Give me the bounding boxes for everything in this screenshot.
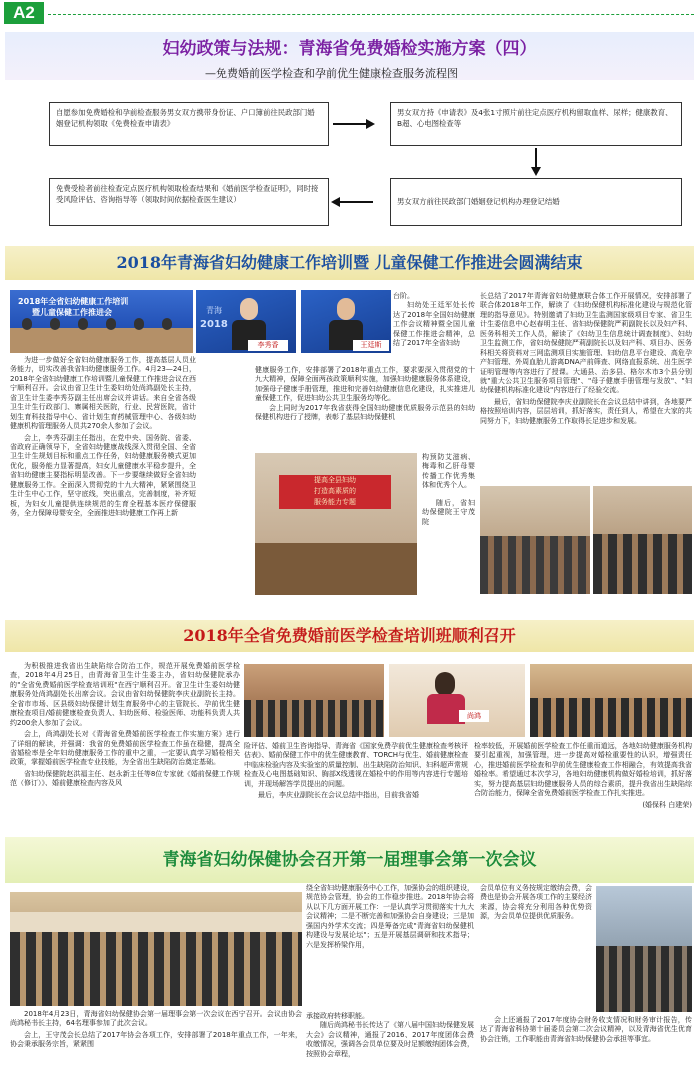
nameplate: 王廷斯	[353, 340, 389, 351]
article1-text: 随后，省妇幼保健院王守茂院	[422, 498, 475, 526]
article2-header	[5, 620, 694, 652]
article1-photo-audience-1	[480, 486, 590, 594]
article3-photo-2	[596, 886, 692, 1012]
photo1-person	[50, 318, 60, 330]
article1-photo-audience-2	[593, 486, 692, 594]
article1-paragraph: 最后，省妇幼保健院李庆业副院长在会议总结中讲到，各地要严格按照培训内容，层层培训，抓好落实，责任到人，希望在大家的共同努力下，妇幼健康服务工作取得长足进步和发展。	[480, 397, 692, 425]
article1-column-1	[10, 356, 196, 520]
article2-column-1	[10, 662, 240, 791]
speaker-head	[435, 672, 455, 696]
flow-arrow-down	[535, 148, 537, 174]
section1-title: 妇幼政策与法规：青海省免费婚检实施方案（四）	[162, 39, 537, 59]
article1-text: 构预防艾滋病、梅毒和乙肝母婴传播工作优秀集体和优秀个人。	[422, 453, 475, 490]
article2-column-2	[244, 742, 468, 803]
article1-column-2-side	[422, 453, 475, 527]
article2-text: 险评估、婚前卫生咨询指导、青海省《国家免费孕前优生健康检查考核评估表》、婚前保健工作中的优生健康教育、TORCH与优生、婚前健康检查中临床检验内容及实验室的质量控制、出生缺陷防治知识、妇科超声常规检查及心电图基础知识、胸部X线透视在婚检中的作用等内容进行专题培训，并现场解答学员提出的问题。	[244, 742, 468, 788]
article3-photo	[10, 892, 302, 1006]
article2-byline: (婚保科 白建荣)	[642, 800, 692, 809]
flow-box-4	[390, 178, 682, 226]
photo1-person	[134, 318, 144, 330]
speaker-head	[337, 298, 355, 320]
article3-photo-caption	[10, 1010, 302, 1050]
speaker-head	[240, 298, 258, 320]
audience	[530, 698, 692, 737]
photo1-person	[22, 318, 32, 330]
photo2-year: 2018	[200, 319, 228, 330]
article3-column-2-tail	[306, 1012, 474, 1059]
photo1-banner-line2: 暨儿童保健工作推进会	[32, 308, 112, 318]
flow-box-1: 自愿参加免费婚检和孕前检查服务男女双方携带身份证、户口簿前往民政部门婚姻登记机构领取《免费检查申请表》	[49, 102, 329, 146]
audience	[593, 534, 692, 594]
back-wall	[10, 912, 302, 932]
article1-column-3	[480, 292, 692, 428]
article3-header	[5, 837, 694, 883]
page-number: A2	[4, 2, 44, 24]
article2-text: 检率较低，开展婚前医学检查工作任重而道远，各地妇幼健康服务机构要引起重视，加强管理，进一步提高对婚检重要性的认识，增强责任心，推进婚前医学检查和孕前优生健康检查工作相融合，有效提高我省婚检率。希望通过本次学习，各地妇幼健康机构做好婚检培训，抓好落实，努力提高基层妇幼健康服务人员的综合素质，提升我省出生缺陷综合防治能力，保障全省免费婚前医学检查工作扎实推进。	[474, 742, 692, 798]
nameplate: 尚鸿	[459, 710, 489, 722]
award-stage	[255, 543, 417, 595]
audience	[10, 932, 302, 1006]
article1-photo-3	[301, 290, 391, 353]
article1-text: 妇幼处王廷军处长传达了2018年全国妇幼健康工作会议精神暨全国儿童保健工作推进会精神，总结了2017年全省妇幼	[393, 301, 475, 348]
article2-paragraph: 会上，尚鸿副处长对《青海省免费婚前医学检查工作实施方案》进行了详细的解读，并强调：我省的免费婚前医学检查工作虽在稳健，提高全省婚检率是全年妇幼健康服务工作的重中之重，一定要认真学习婚检相关政策，掌握婚前医学检查专业技能，为全省出生缺陷防治奠定基础。	[10, 730, 240, 767]
award-banner-line: 打造高素质的	[314, 487, 356, 495]
article1-column-2-top	[393, 292, 475, 349]
article2-photo-2	[389, 664, 525, 737]
article2-title: 2018年全省免费婚前医学检查培训班顺利召开	[183, 626, 516, 646]
photo1-banner-line1: 2018年全省妇幼健康工作培训	[18, 297, 129, 306]
audience	[480, 536, 590, 594]
audience	[596, 946, 692, 1012]
photo-caption: 2018年4月23日，青海省妇幼保健协会第一届理事会第一次会议在西宁召开。会议由协会尚鸿秘书长主持，64名理事参加了此次会议。	[10, 1010, 302, 1028]
article2-paragraph: 为积极推进我省出生缺陷综合防治工作，规范开展免费婚前医学检查，2018年4月25日，由青海省卫生计生委主办，省妇幼保健院承办的"全省免费婚前医学检查培训班"在西宁顺利召开。省卫生计生委妇幼健康服务处尚鸿副处长出席会议。会议由省妇幼保健院李庆业副院长主持。全省市市场、区县级妇幼保健计划生育服务中心的主管院长、孕前优生健康检查项目/婚前健康检查负责人、妇幼医师、检验医师、功能科负责人共约200余人参加了会议。	[10, 662, 240, 727]
article3-column-3	[480, 884, 592, 922]
article1-text: 会上同时为2017年我省获得全国妇幼健康优质服务示范县的妇幼保健机构进行了授牌，表彰了基层妇幼保健机	[255, 403, 475, 422]
audience	[244, 700, 384, 737]
flow-arrow-left	[333, 201, 373, 203]
article1-photo-award	[255, 453, 417, 595]
top-divider	[48, 14, 694, 15]
article2-paragraph: 最后，李庆业副院长在会议总结中指出，目前我省婚	[258, 791, 419, 800]
article3-text: 随后尚鸿秘书长传达了《第八届中国妇幼保健发展大会》会议精神，通报了2016、2017年度团体会费收缴情况，强调各会员单位要及时足额缴纳团体会费，按照协会章程，	[306, 1021, 474, 1058]
article1-text: 台阶。	[393, 292, 414, 300]
article3-text: 承接政府转移职能。	[306, 1012, 369, 1020]
photo1-person	[162, 318, 172, 330]
article1-photo-2	[196, 290, 296, 353]
flow-box-3: 免费受检者前往检查定点医疗机构领取检查结果和《婚前医学检查证明》，同时接受风险评估、咨询指导等（领取时间依据检查医生建议）	[49, 178, 329, 226]
article2-column-3	[474, 742, 692, 810]
nameplate: 李秀香	[248, 340, 288, 351]
article1-paragraph: 会上，李秀芬副主任指出，在党中央、国务院、省委、省政府正确领导下，全省妇幼健康战线深入贯彻全国、全省卫生计生规划目标和重点工作任务，妇幼健康服务模式更加优化，服务能力显著提高，妇女儿童健康水平稳步提升，全省妇幼健康主要指标明显改善。下一步要继续做好全省妇幼健康服务工作。全面深入贯彻党的十九大精神，紧紧围绕卫生计生中心工作，坚守底线，突出重点，完善制度，补齐短板，为妇女儿童提供连续规范的生育全程基本医疗保健服务，全力保障母婴安全，全面推进妇幼健康工作再上新	[10, 433, 196, 517]
award-banner	[279, 475, 391, 509]
article2-photo-1	[244, 664, 384, 737]
article3-text: 会员单位有义务按规定缴纳会费，会费也是协会开展各项工作的主要经济来源，协会将充分利用各种优势资源，为会员单位提供优质服务。	[480, 884, 592, 921]
flow-box-2: 男女双方持《申请表》及4张1寸照片前往定点医疗机构留取血样、尿样；健康教育、B超、心电图检查等	[390, 102, 682, 146]
flow-box-4-text: 男女双方前往民政部门婚姻登记机构办理登记结婚	[397, 197, 560, 207]
article3-column-2	[306, 884, 474, 950]
photo1-person	[106, 318, 116, 330]
article1-column-2-mid	[255, 366, 475, 423]
article3-text: 会上还通报了2017年度协会财务收支情况和财务审计报告，传达了青海省科协第十届委员会第二次会议精神，以及青海省优生优育协会注销，工作职能由青海省妇幼保健协会承担等事宜。	[480, 1016, 692, 1043]
award-banner-line: 服务能力专题	[314, 498, 356, 506]
section1-subtitle: —免费婚前医学检查和孕前优生健康检查服务流程图	[205, 67, 458, 80]
photo2-banner-text: 青海	[206, 306, 222, 315]
article3-text: 绕全省妇幼健康服务中心工作，加强协会的组织建设，规范协会管理，协会的工作稳步推进。2018年协会将从以下几方面开展工作：一是认真学习贯彻落实十九大会议精神；二是不断完善和加强协会自身建设；三是加强国内外学术交流；四是筹备完成"青海省妇幼保健机构建设与发展论坛"；五是开展基层调研和技术指导；六是发挥桥梁作用，	[306, 884, 474, 949]
article1-header	[5, 246, 694, 280]
article1-title: 2018年青海省妇幼健康工作培训暨 儿童保健工作推进会圆满结束	[116, 253, 583, 273]
flow-arrow-right	[333, 123, 373, 125]
article1-text: 健康服务工作，安排部署了2018年重点工作，要求要深入贯彻党的十九大精神，保障全面两孩政策顺利实施，加强妇幼健康服务体系建设，加强母子健康手册管理，推进和完善妇幼健康信息化建设，扎实推进儿童保健工作，促进妇幼公共卫生服务均等化。	[255, 366, 475, 403]
flowchart	[5, 86, 694, 238]
award-banner-line: 提高全县妇幼	[314, 476, 356, 484]
article2-photo-3	[530, 664, 692, 737]
article3-text: 会上，王守茂会长总结了2017年协会各项工作，安排部署了2018年重点工作，一年来，协会秉承服务宗旨，紧紧围	[10, 1030, 302, 1049]
photo1-table	[10, 328, 193, 353]
article1-photo-1	[10, 290, 193, 353]
article3-column-3-tail	[480, 1016, 692, 1044]
photo1-person	[78, 318, 88, 330]
article1-text: 长总结了2017年青海省妇幼健康联合体工作开展情况，安排部署了联合体2018年工作，解读了《妇幼保健机构标准化建设与规范化管理的指导意见》。特别邀请了妇幼卫生监测国家级项目专家、省卫生计生委信息中心赵春明主任、省妇幼保健院严莉副院长以及妇产科、医务科相关工作人员，解读了《妇幼卫生信息统计调查制度》、妇幼卫生监测工作，省妇幼保健院严莉副院长以及妇产科、项目办、医务科相关将资料对三网监测项目实施管理、妇幼信息平台建设、高危孕产妇管理、外周血胎儿游离DNA产前筛查、网络直报系统、出生医学证明管理等内容进行了授课。大通县、治多县、格尔木市3个县分别就"重大公共卫生服务项目管理"、"母子健康手册管理与发放"、"妇幼保健机构标准化建设"内容进行了经验交流。	[480, 292, 692, 395]
article2-paragraph: 省妇幼保健院赵洪福主任、赵永新主任等8位专家就《婚前保健工作规范（修订）》、婚前健康检查内容及风	[10, 769, 240, 788]
article3-title: 青海省妇幼保健协会召开第一届理事会第一次会议	[162, 849, 537, 870]
article1-paragraph: 为进一步做好全省妇幼健康服务工作，提高基层人员业务能力，切实改善我省妇幼健康服务工作。4月23—24日，2018年全省妇幼健康工作培训暨儿童保健工作推进会议在西宁顺利召开。会议由省卫生计生委妇幼处尚鸿副处长主持，省卫生计生委李秀芬副主任出席会议并讲话。来自全省各级卫生计生行政部门、寨属相关医院，行业、民营医院，省计划生育科技指导中心、省计划生育药械管理中心、各级妇幼健康机构管理服务人员共270余人参加了会议。	[10, 356, 196, 431]
